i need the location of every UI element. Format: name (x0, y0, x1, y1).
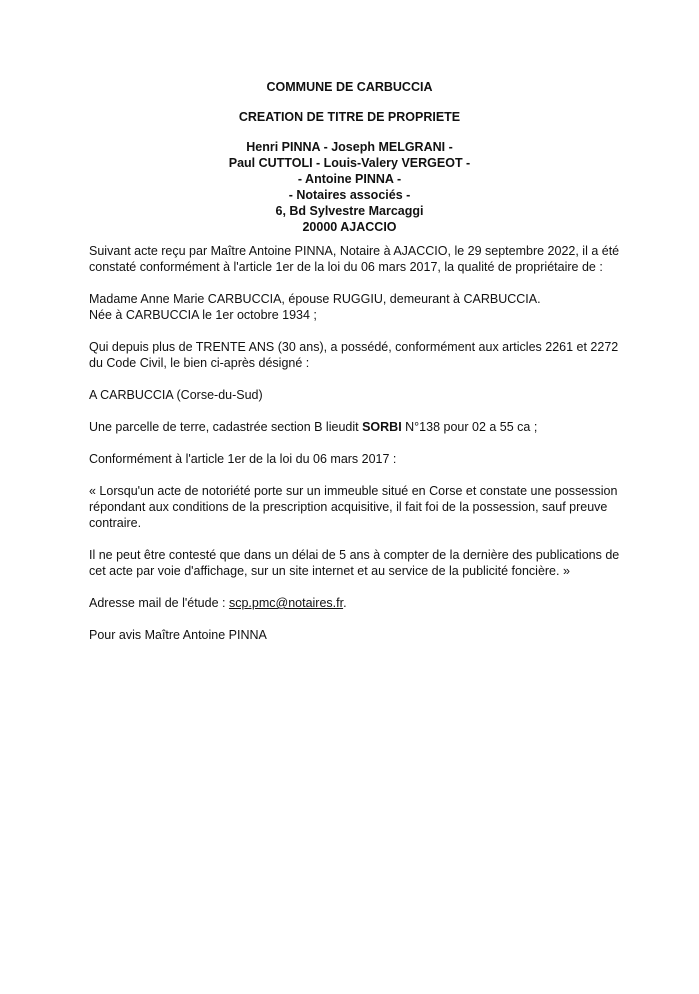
notaries-line-4: - Notaires associés - (288, 188, 411, 202)
signature-line: Pour avis Maître Antoine PINNA (89, 628, 267, 642)
commune-heading: COMMUNE DE CARBUCCIA (266, 80, 433, 94)
law-quote-1: « Lorsqu'un acte de notoriété porte sur un immeuble situé en Corse et constate une possession répondant aux conditions de la prescription acquisitive, il fait foi de la possession, sauf preuve contraire. (89, 484, 618, 530)
owner-line-1: Madame Anne Marie CARBUCCIA, épouse RUGGIU, demeurant à CARBUCCIA. (89, 292, 541, 306)
document-body (89, 243, 624, 659)
document-title: CREATION DE TITRE DE PROPRIETE (238, 110, 461, 124)
conformity-line: Conformément à l'article 1er de la loi du 06 mars 2017 : (89, 452, 397, 466)
email-label: Adresse mail de l'étude : (89, 596, 229, 610)
notaries-line-2: Paul CUTTOLI - Louis-Valery VERGEOT - (228, 156, 471, 170)
notaries-line-1: Henri PINNA - Joseph MELGRANI - (246, 140, 453, 154)
location-line: A CARBUCCIA (Corse-du-Sud) (89, 388, 263, 402)
parcel-line (89, 419, 624, 435)
parcel-suffix: N°138 pour 02 a 55 ca ; (401, 420, 538, 434)
owner-line-2: Née à CARBUCCIA le 1er octobre 1934 ; (89, 308, 317, 322)
law-quote-2: Il ne peut être contesté que dans un délai de 5 ans à compter de la dernière des publications de cet acte par voie d'affichage, sur un site internet et au service de la publicité foncière. » (89, 548, 620, 578)
email-line (89, 595, 624, 611)
notaries-line-3: - Antoine PINNA - (297, 172, 402, 186)
email-suffix: . (343, 596, 347, 610)
parcel-prefix: Une parcelle de terre, cadastrée section B lieudit (89, 420, 363, 434)
possession-paragraph: Qui depuis plus de TRENTE ANS (30 ans), a possédé, conformément aux articles 2261 et 2272 du Code Civil, le bien ci-après désigné : (89, 340, 619, 370)
parcel-lieudit: SORBI (362, 420, 402, 434)
address-line-1: 6, Bd Sylvestre Marcaggi (275, 204, 424, 218)
address-line-2: 20000 AJACCIO (302, 220, 397, 234)
act-paragraph: Suivant acte reçu par Maître Antoine PINNA, Notaire à AJACCIO, le 29 septembre 2022, il a été constaté conformément à l'article 1er de la loi du 06 mars 2017, la qualité de propriétaire de : (89, 244, 620, 274)
email-link[interactable]: scp.pmc@notaires.fr (228, 596, 344, 610)
document-header (0, 79, 699, 235)
